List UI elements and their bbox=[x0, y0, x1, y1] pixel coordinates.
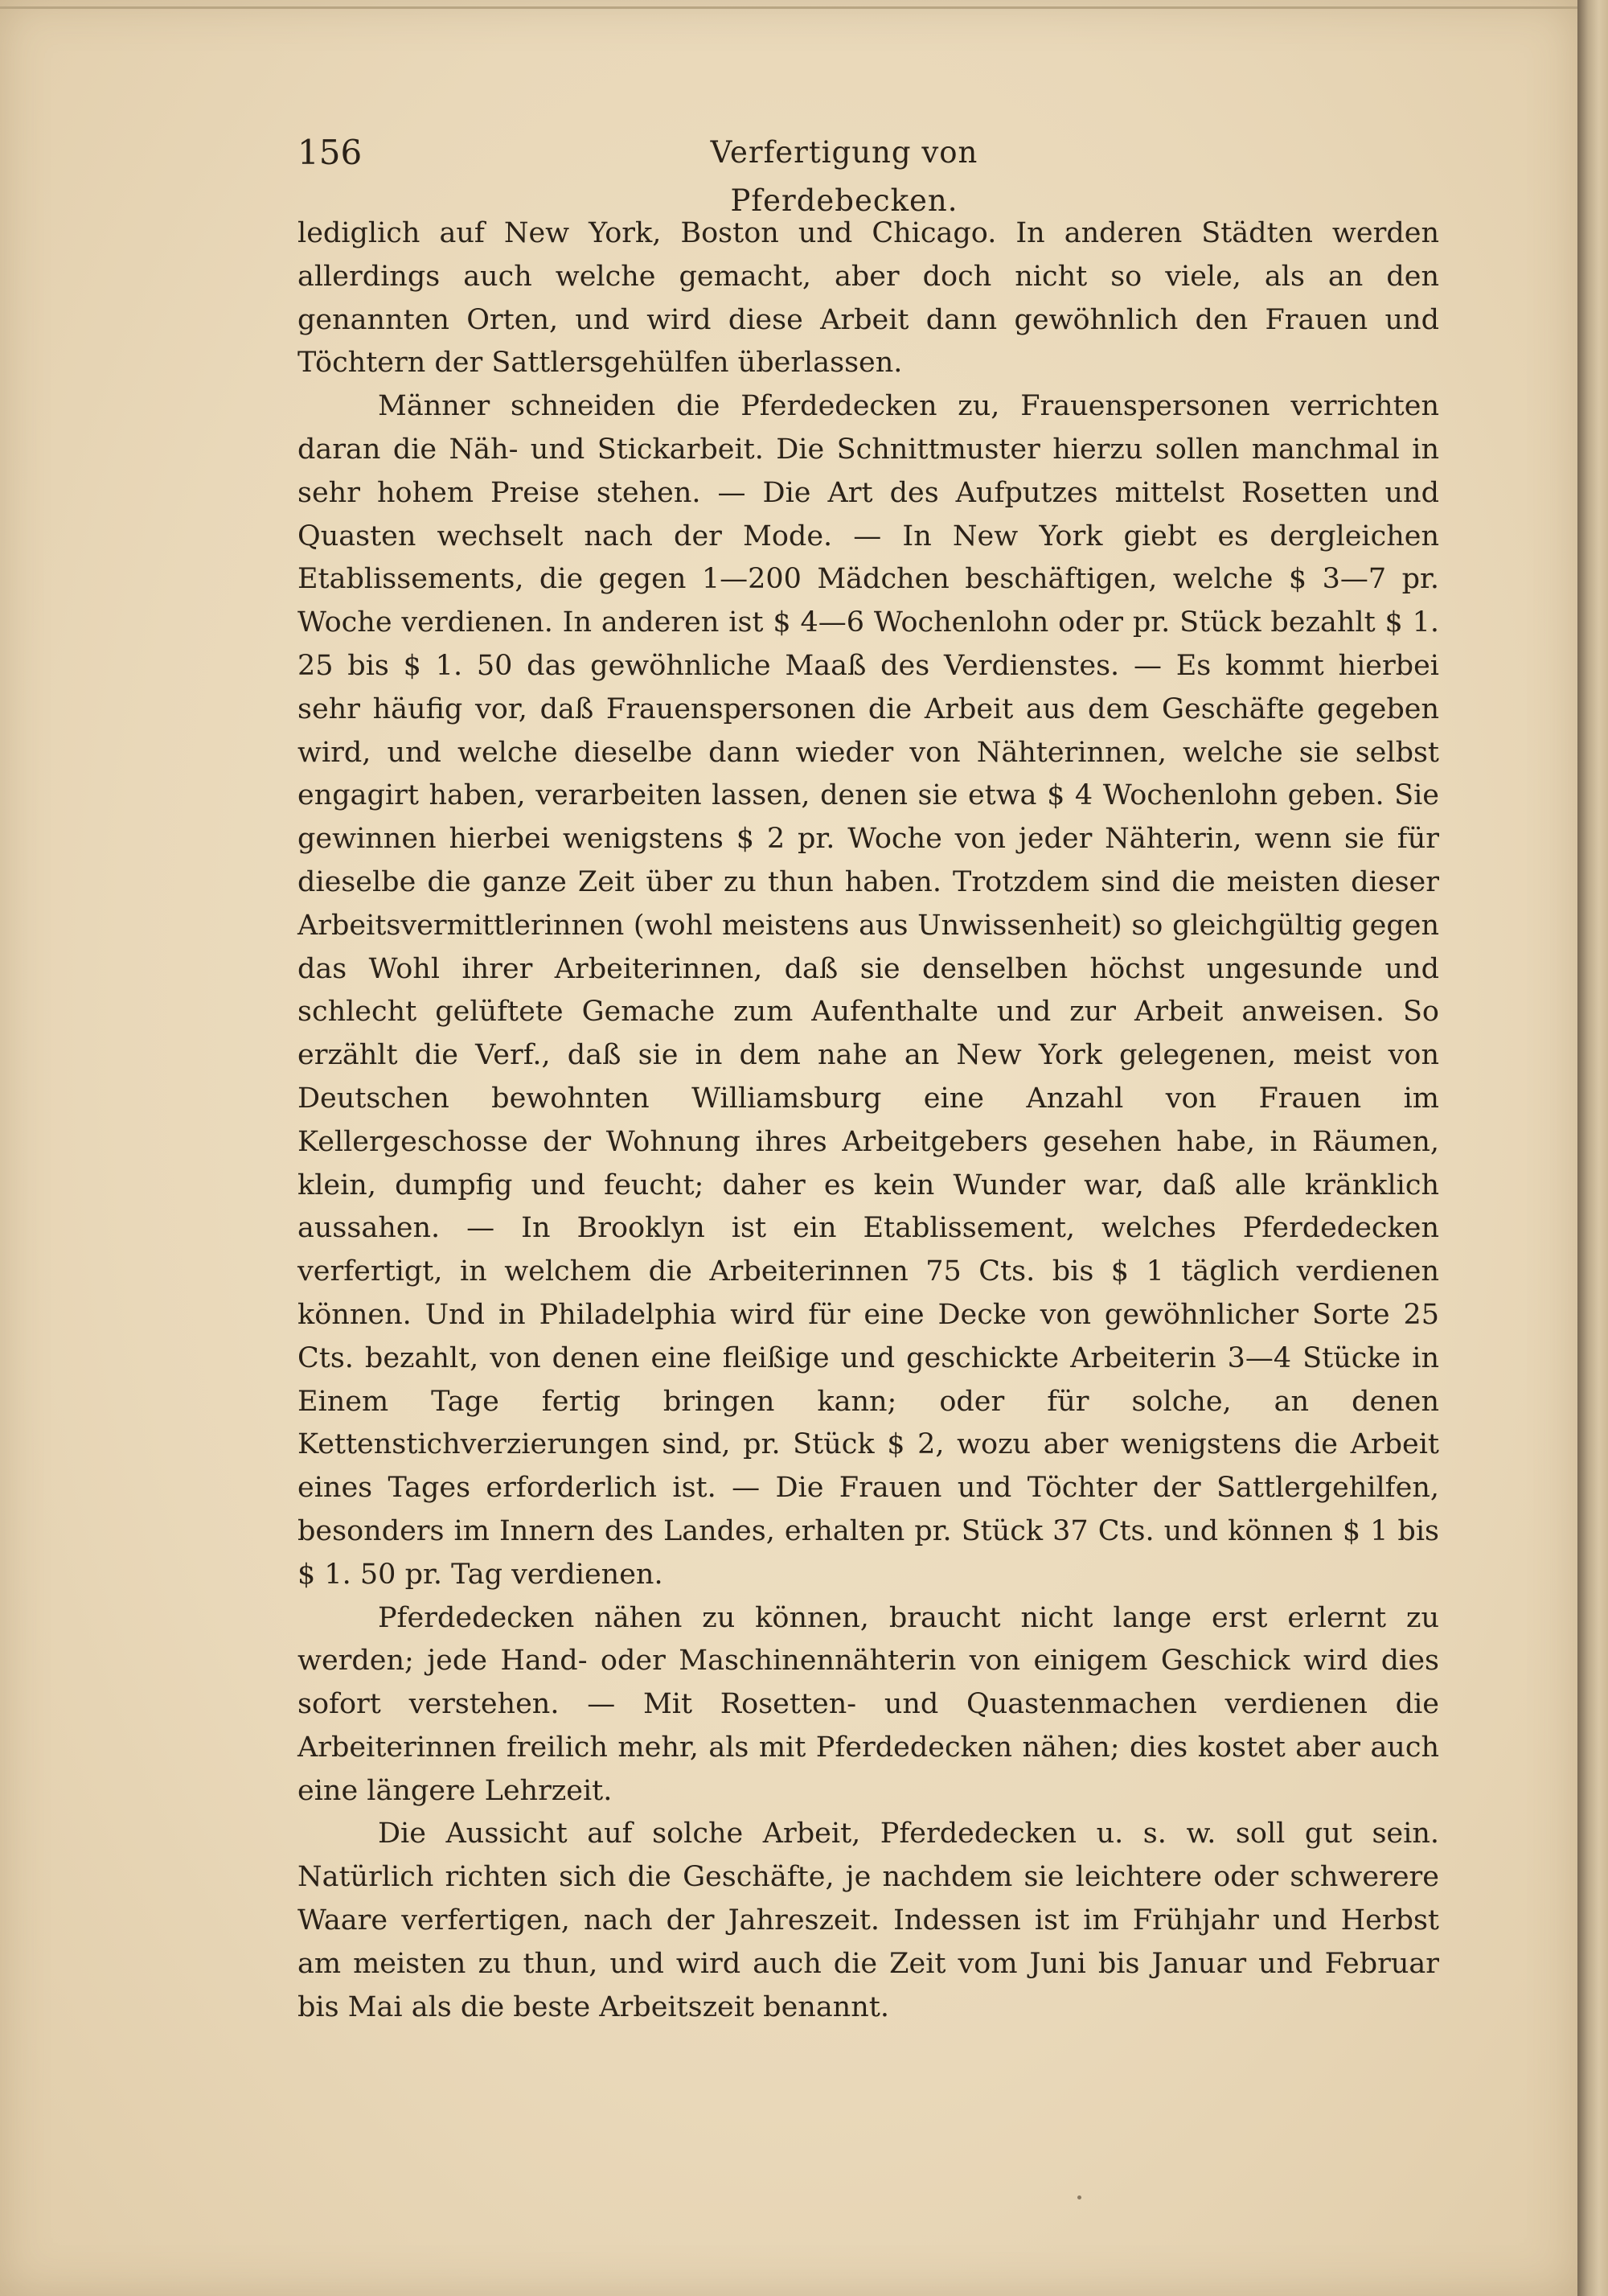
paragraph-1: lediglich auf New York, Boston und Chicago. In anderen Städten werden allerdings auch welche gemacht, aber doch nicht so viele, als an den genannten Orten, und wird diese Arbeit dann gewöhnlich den Frauen und Töchtern der Sattlersgehülfen überlassen. bbox=[297, 217, 1439, 380]
page-number: 156 bbox=[297, 133, 363, 172]
running-title: Verfertigung von Pferdebecken. bbox=[710, 135, 978, 218]
body-text bbox=[297, 212, 1439, 2029]
paragraph-4: Die Aussicht auf solche Arbeit, Pferdedecken u. s. w. soll gut sein. Natürlich richten sich die Geschäfte, je nachdem sie leichtere oder schwerere Waare verfertigen, nach der Jahreszeit. Indessen ist im Frühjahr und Herbst am meisten zu thun, und wird auch die Zeit vom Juni bis Januar und Februar bis Mai als die beste Arbeitszeit benannt. bbox=[297, 1817, 1439, 2023]
page-edge bbox=[1577, 0, 1608, 2296]
top-rule bbox=[0, 6, 1577, 9]
page-header bbox=[297, 129, 1439, 218]
paragraph-3: Pferdedecken nähen zu können, braucht nicht lange erst erlernt zu werden; jede Hand- oder Maschinennähterin von einigem Geschick wird dies sofort verstehen. — Mit Rosetten- und Quastenmachen verdienen die Arbeiterinnen freilich mehr, als mit Pferdedecken nähen; dies kostet aber auch eine längere Lehrzeit. bbox=[297, 1601, 1439, 1807]
paper-speck bbox=[1077, 2195, 1081, 2199]
paragraph-2: Männer schneiden die Pferdedecken zu, Frauenspersonen verrichten daran die Näh- und Stickarbeit. Die Schnittmuster hierzu sollen manchmal in sehr hohem Preise stehen. — Die Art des Aufputzes mittelst Rosetten und Quasten wechselt nach der Mode. — In New York giebt es dergleichen Etablissements, die gegen 1—200 Mädchen beschäftigen, welche $ 3—7 pr. Woche verdienen. In anderen ist $ 4—6 Wochenlohn oder pr. Stück bezahlt $ 1. 25 bis $ 1. 50 das gewöhnliche Maaß des Verdienstes. — Es kommt hierbei sehr häufig vor, daß Frauenspersonen die Arbeit aus dem Geschäfte gegeben wird, und welche dieselbe dann wieder von Nähterinnen, welche sie selbst engagirt haben, verarbeiten lassen, denen sie etwa $ 4 Wochenlohn geben. Sie gewinnen hierbei wenigstens $ 2 pr. Woche von jeder Nähterin, wenn sie für dieselbe die ganze Zeit über zu thun haben. Trotzdem sind die meisten dieser Arbeitsvermittlerinnen (wohl meistens aus Unwissenheit) so gleichgültig gegen das Wohl ihrer Arbeiterinnen, daß sie denselben höchst ungesunde und schlecht gelüftete Gemache zum Aufenthalte und zur Arbeit anweisen. So erzählt die Verf., daß sie in dem nahe an New York gelegenen, meist von Deutschen bewohnten Williamsburg eine Anzahl von Frauen im Kellergeschosse der Wohnung ihres Arbeitgebers gesehen habe, in Räumen, klein, dumpfig und feucht; daher es kein Wunder war, daß alle kränklich aussahen. — In Brooklyn ist ein Etablissement, welches Pferdedecken verfertigt, in welchem die Arbeiterinnen 75 Cts. bis $ 1 täglich verdienen können. Und in Philadelphia wird für eine Decke von gewöhnlicher Sorte 25 Cts. bezahlt, von denen eine fleißige und geschickte Arbeiterin 3—4 Stücke in Einem Tage fertig bringen kann; oder für solche, an denen Kettenstichverzierungen sind, pr. Stück $ 2, wozu aber wenigstens die Arbeit eines Tages erforderlich ist. — Die Frauen und Töchter der Sattlergehilfen, besonders im Innern des Landes, erhalten pr. Stück 37 Cts. und können $ 1 bis $ 1. 50 pr. Tag verdienen. bbox=[297, 390, 1439, 1591]
